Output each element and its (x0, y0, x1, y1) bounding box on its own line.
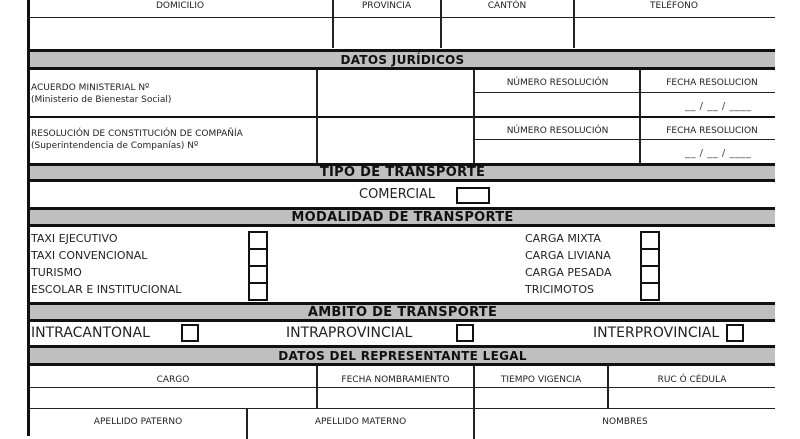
label-line: (Ministerio de Bienestar Social) (31, 95, 172, 105)
fecha-nombramiento-input[interactable] (318, 388, 473, 408)
intraprovincial-checkbox[interactable] (456, 324, 474, 342)
divider (316, 366, 318, 409)
divider (246, 409, 248, 439)
section-tipo-transporte (30, 163, 775, 182)
divider (332, 0, 334, 48)
header-provincia: PROVINCIA (361, 1, 412, 11)
divider (639, 70, 641, 164)
canton-input[interactable] (441, 18, 573, 47)
divider (440, 0, 442, 48)
label-line: RESOLUCIÓN DE CONSTITUCIÓN DE COMPAÑÍA (31, 129, 243, 139)
option-intraprovincial: INTRAPROVINCIAL (286, 325, 413, 341)
resolucion-constitucion-input[interactable] (318, 118, 473, 163)
option-tricimotos: TRICIMOTOS (525, 283, 595, 296)
section-title: MODALIDAD DE TRANSPORTE (291, 209, 514, 225)
numero-resolucion-input[interactable] (475, 93, 640, 116)
label-line: ACUERDO MINISTERIAL Nº (31, 83, 150, 93)
header-apellido-materno: APELLIDO MATERNO (314, 417, 407, 427)
divider (473, 70, 475, 164)
acuerdo-ministerial-label (31, 82, 171, 106)
numero-resolucion-input[interactable] (475, 140, 640, 163)
cargo-input[interactable] (30, 388, 316, 408)
provincia-input[interactable] (333, 18, 440, 47)
label-line: (Superintendencia de Companías) Nº (31, 141, 199, 151)
header-nombres: NOMBRES (602, 417, 648, 427)
domicilio-input[interactable] (30, 18, 332, 47)
divider (316, 70, 318, 164)
header-ruc-cedula: RUC Ó CÉDULA (657, 375, 727, 385)
section-datos-juridicos (30, 49, 775, 70)
numero-resolucion-header: NÚMERO RESOLUCIÓN (506, 126, 609, 136)
header-domicilio: DOMICILIO (155, 1, 205, 11)
section-representante-legal (30, 345, 775, 366)
escolar-institucional-checkbox[interactable] (248, 282, 268, 301)
numero-resolucion-header: NÚMERO RESOLUCIÓN (506, 78, 609, 88)
header-tiempo-vigencia: TIEMPO VIGENCIA (500, 375, 582, 385)
header-apellido-paterno: APELLIDO PATERNO (93, 417, 183, 427)
transport-registration-form (27, 0, 775, 436)
option-taxi-convencional: TAXI CONVENCIONAL (31, 249, 148, 262)
section-title: TIPO DE TRANSPORTE (319, 165, 486, 180)
section-title: ÁMBITO DE TRANSPORTE (307, 304, 498, 320)
option-carga-liviana: CARGA LIVIANA (525, 249, 611, 262)
fecha-resolucion-input[interactable]: __ / __ / ____ (685, 101, 752, 112)
option-intracantonal: INTRACANTONAL (31, 325, 150, 341)
interprovincial-checkbox[interactable] (726, 324, 744, 342)
header-cargo: CARGO (156, 375, 190, 385)
option-taxi-ejecutivo: TAXI EJECUTIVO (31, 232, 118, 245)
divider (30, 408, 775, 409)
telefono-input[interactable] (574, 18, 774, 47)
fecha-resolucion-input[interactable]: __ / __ / ____ (685, 148, 752, 159)
option-turismo: TURISMO (31, 266, 82, 279)
divider (473, 409, 475, 439)
section-ambito-transporte (30, 302, 775, 322)
divider (573, 0, 575, 48)
intracantonal-checkbox[interactable] (181, 324, 199, 342)
fecha-resolucion-header: FECHA RESOLUCIÓN (666, 78, 758, 88)
option-escolar-institucional: ESCOLAR E INSTITUCIONAL (31, 283, 182, 296)
header-telefono: TELÉFONO (650, 1, 698, 11)
section-title: DATOS DEL REPRESENTANTE LEGAL (278, 348, 527, 363)
section-title: DATOS JURÍDICOS (340, 52, 465, 67)
header-canton: CANTÓN (487, 1, 527, 11)
section-modalidad-transporte (30, 207, 775, 227)
divider (473, 366, 475, 409)
header-fecha-nombramiento: FECHA NOMBRAMIENTO (341, 375, 450, 385)
ruc-cedula-input[interactable] (609, 388, 775, 408)
comercial-label: COMERCIAL (359, 187, 436, 202)
resolucion-constitucion-label (31, 128, 243, 152)
divider (607, 366, 609, 409)
fecha-resolucion-header: FECHA RESOLUCIÓN (666, 126, 758, 136)
tiempo-vigencia-input[interactable] (475, 388, 607, 408)
option-carga-mixta: CARGA MIXTA (525, 232, 601, 245)
tricimotos-checkbox[interactable] (640, 282, 660, 301)
comercial-checkbox[interactable] (456, 187, 490, 204)
acuerdo-ministerial-input[interactable] (318, 70, 473, 117)
option-interprovincial: INTERPROVINCIAL (593, 325, 720, 341)
option-carga-pesada: CARGA PESADA (525, 266, 612, 279)
